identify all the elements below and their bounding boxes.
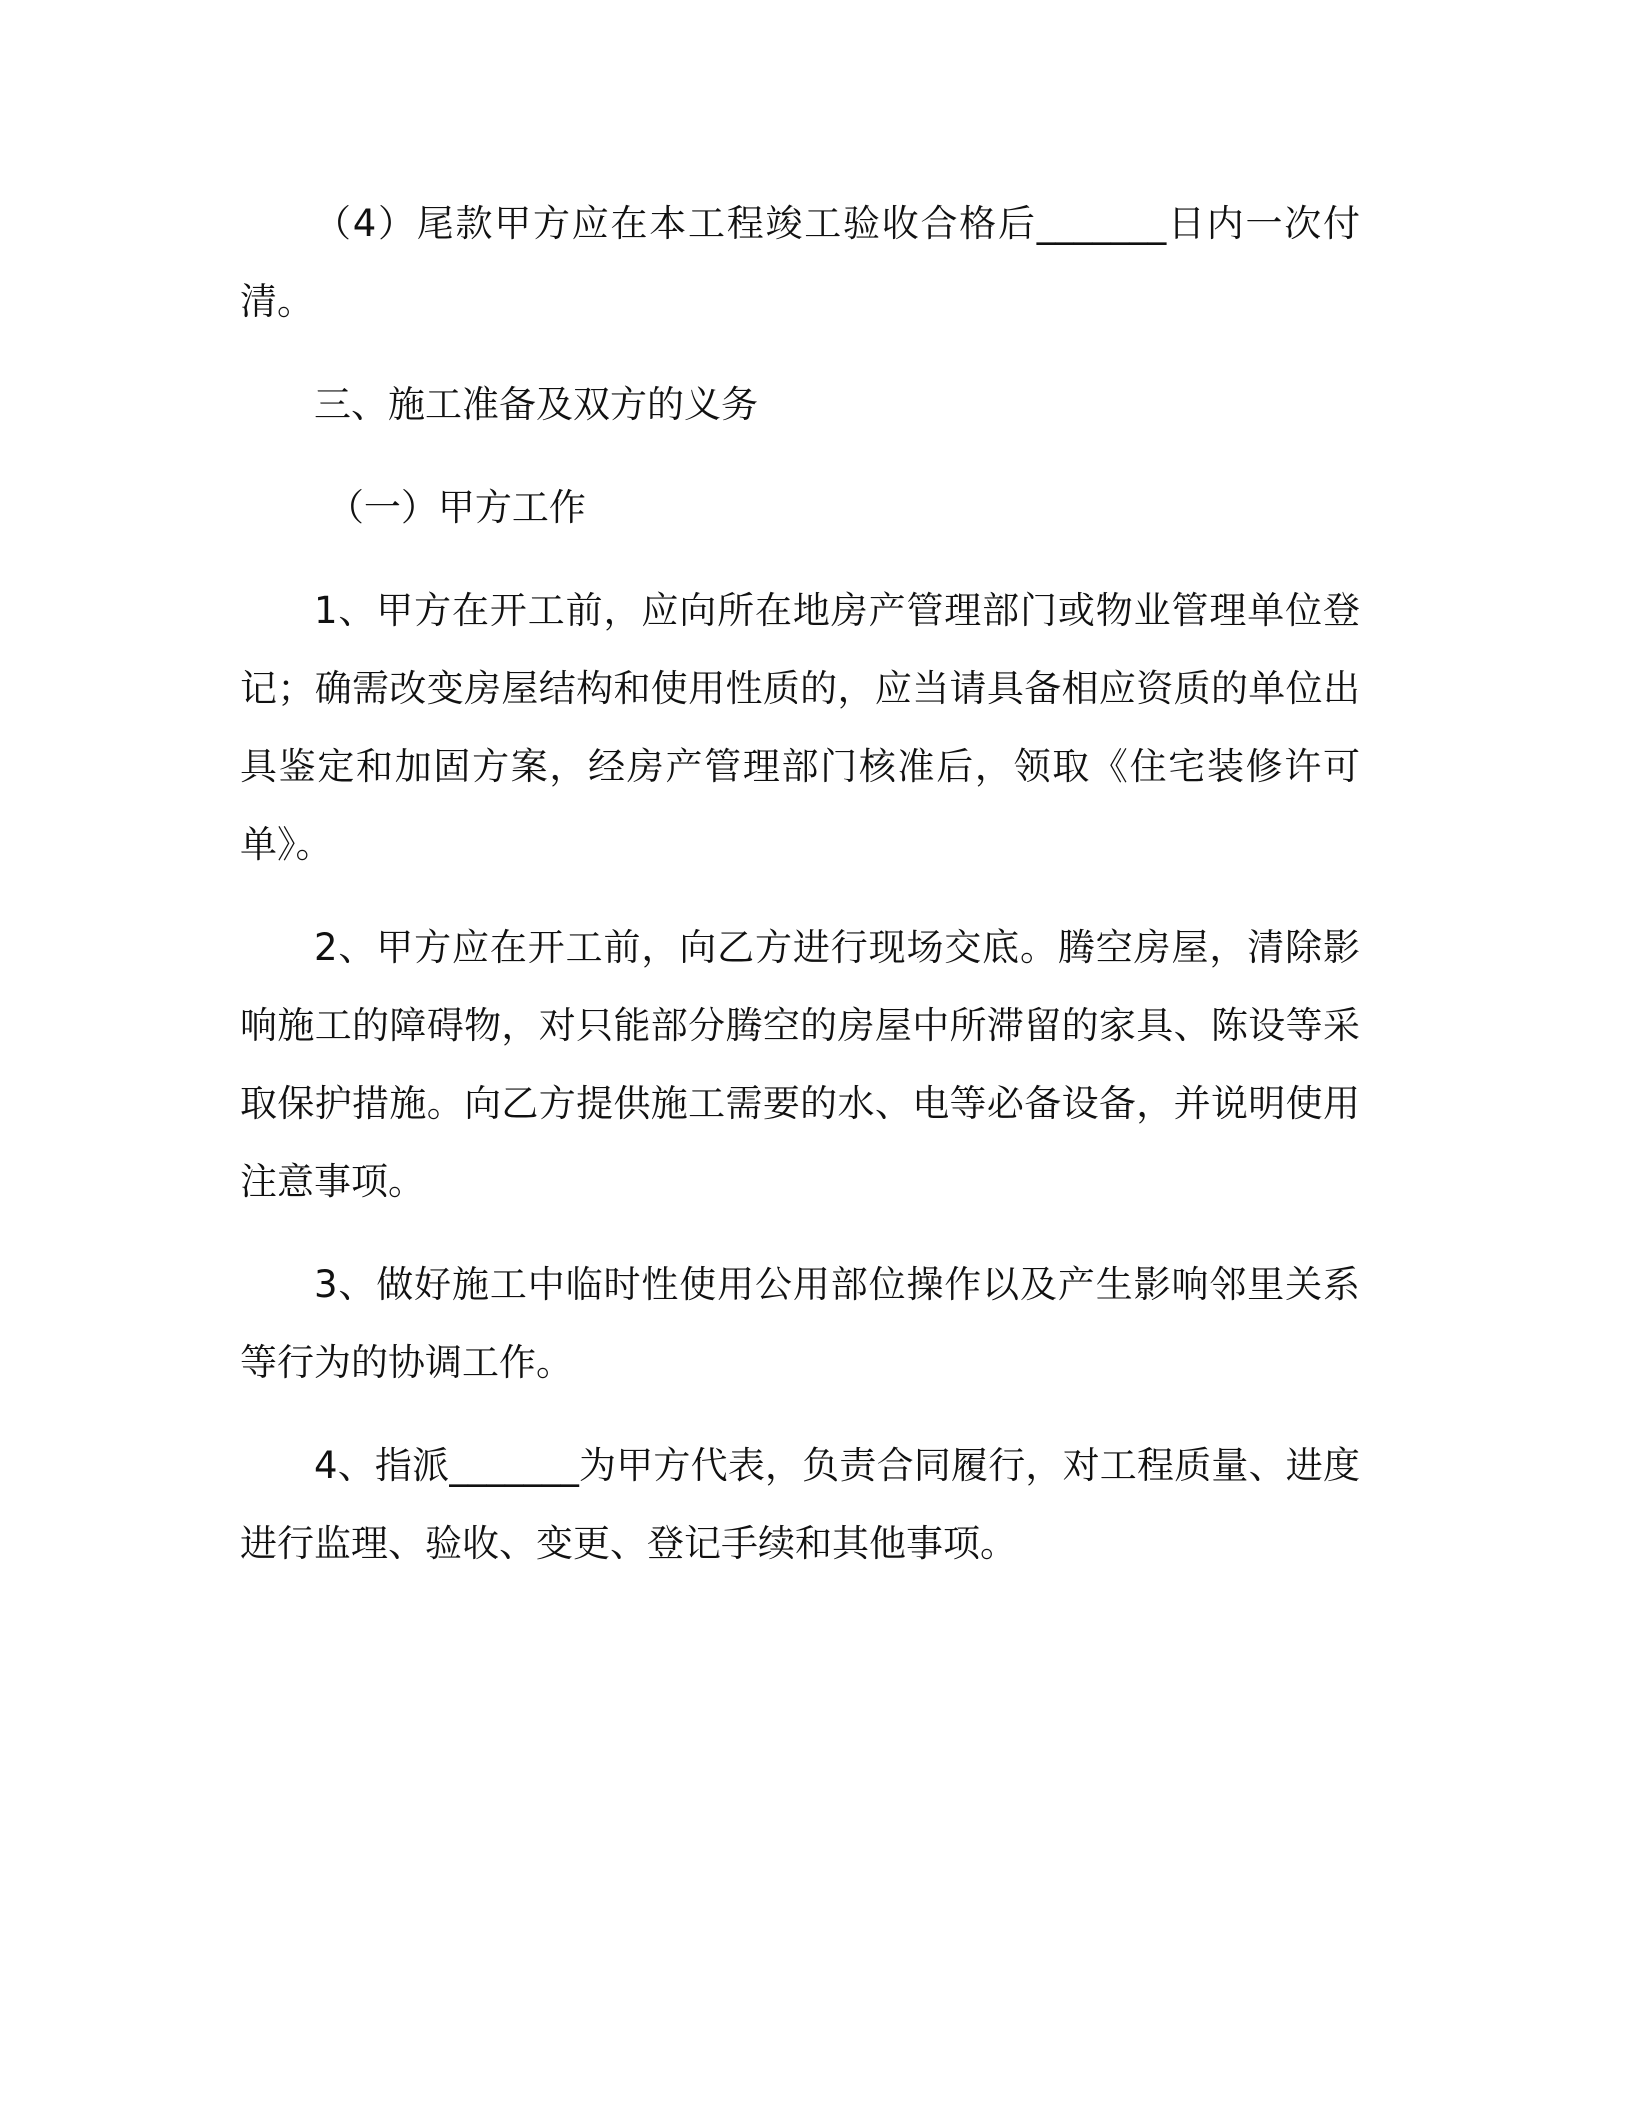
subsection-heading-party-a-work: （一）甲方工作 [326, 486, 586, 529]
paragraph-item-1: 1、甲方在开工前，应向所在地房产管理部门或物业管理单位登记；确需改变房屋结构和使用性质的，应当请具备相应资质的单位出具鉴定和加固方案，经房产管理部门核准后，领取《住宅装修许可单》。 [240, 589, 1360, 866]
paragraph-tail-payment: （4）尾款甲方应在本工程竣工验收合格后_______日内一次付清。 [240, 202, 1360, 323]
document-body [240, 185, 1360, 1583]
paragraph-item-4: 4、指派_______为甲方代表，负责合同履行，对工程质量、进度进行监理、验收、变更、登记手续和其他事项。 [240, 1444, 1360, 1565]
paragraph-item-2: 2、甲方应在开工前，向乙方进行现场交底。腾空房屋，清除影响施工的障碍物，对只能部分腾空的房屋中所滞留的家具、陈设等采取保护措施。向乙方提供施工需要的水、电等必备设备，并说明使用注意事项。 [240, 926, 1360, 1203]
section-heading-preparation-obligations: 三、施工准备及双方的义务 [314, 383, 758, 426]
paragraph-item-3: 3、做好施工中临时性使用公用部位操作以及产生影响邻里关系等行为的协调工作。 [240, 1263, 1360, 1384]
